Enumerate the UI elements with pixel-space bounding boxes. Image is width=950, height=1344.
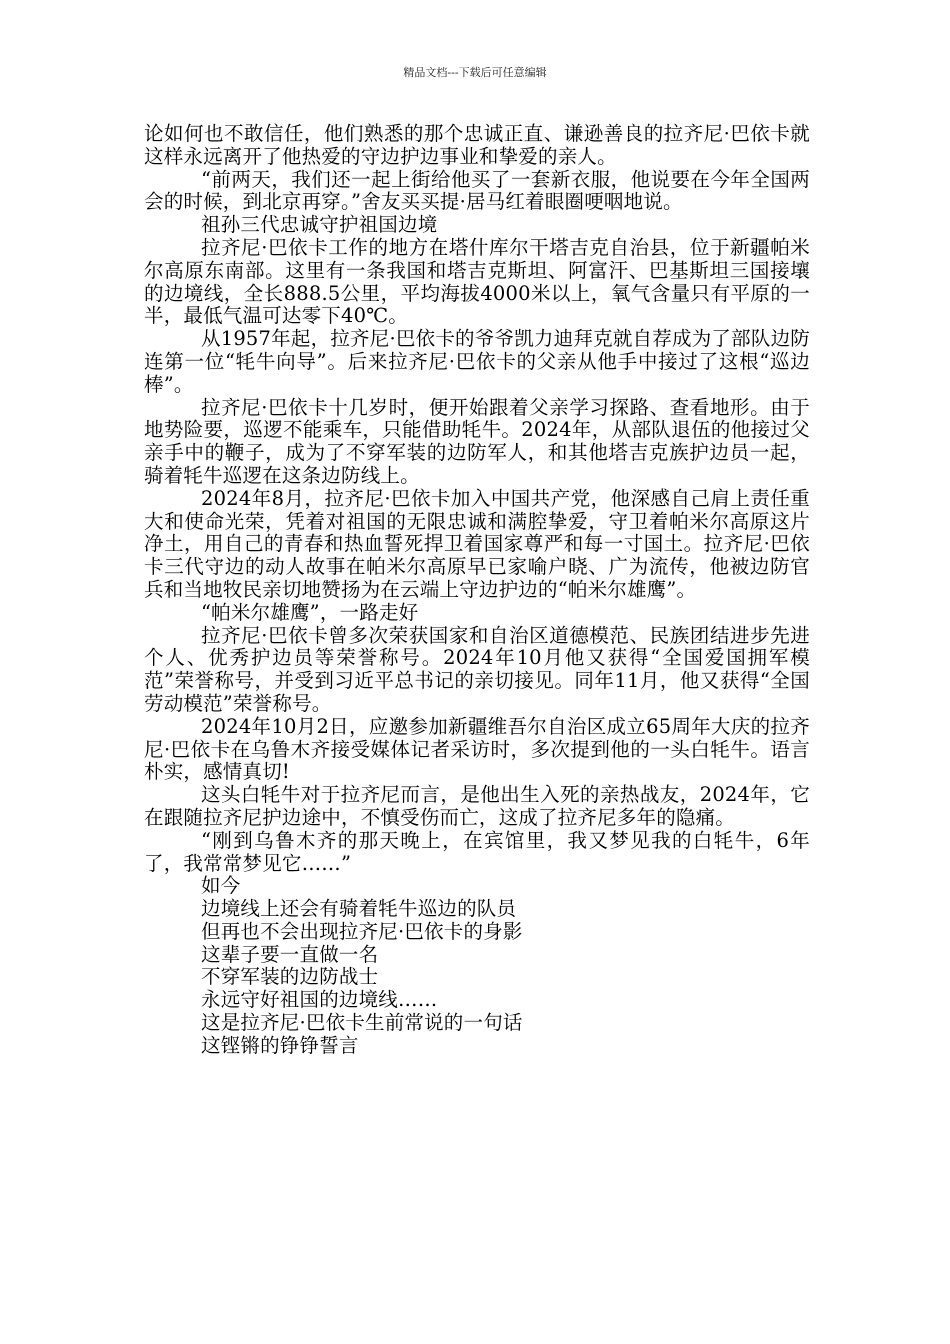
section-heading: “帕米尔雄鹰”，一路走好	[201, 600, 419, 624]
paragraph: “前两天，我们还一起上街给他买了一套新衣服，他说要在今年全国两会的时候，到北京再穿。”舍友买买提·居马红着眼圈哽咽地说。	[144, 167, 810, 214]
quote-paragraph: “刚到乌鲁木齐的那天晚上，在宾馆里，我又梦见我的白牦牛，6年了，我常常梦见它……”	[144, 828, 810, 875]
paragraph: 论如何也不敢信任，他们熟悉的那个忠诚正直、谦逊善良的拉齐尼·巴依卡就这样永远离开了他热爱的守边护边事业和挚爱的亲人。	[144, 122, 810, 168]
verse-line: 这是拉齐尼·巴依卡生前常说的一句话	[201, 1011, 523, 1035]
verse-line: 不穿军装的边防战士	[201, 965, 379, 989]
verse-line: 这辈子要一直做一名	[201, 942, 379, 966]
verse-line: 边境线上还会有骑着牦牛巡边的队员	[201, 897, 517, 921]
paragraph: 拉齐尼·巴依卡十几岁时，便开始跟着父亲学习探路、查看地形。由于地势险要，巡逻不能乘车，只能借助牦牛。2024年，从部队退伍的他接过父亲手中的鞭子，成为了不穿军装的边防军人，和其他塔吉克族护边员一起，骑着牦牛巡逻在这条边防线上。	[144, 395, 810, 487]
paragraph: 从1957年起，拉齐尼·巴依卡的爷爷凯力迪拜克就自荐成为了部队边防连第一位“牦牛向导”。后来拉齐尼·巴依卡的父亲从他手中接过了这根“巡边棒”。	[144, 327, 810, 396]
paragraph: 拉齐尼·巴依卡工作的地方在塔什库尔干塔吉克自治县，位于新疆帕米尔高原东南部。这里有一条我国和塔吉克斯坦、阿富汗、巴基斯坦三国接壤的边境线，全长888.5公里，平均海拔4000米以上，氧气含量只有平原的一半，最低气温可达零下40℃。	[144, 235, 810, 328]
paragraph: 拉齐尼·巴依卡曾多次荣获国家和自治区道德模范、民族团结进步先进个人、优秀护边员等荣誉称号。2024年10月他又获得“全国爱国拥军模范”荣誉称号，并受到习近平总书记的亲切接见。同年11月，他又获得“全国劳动模范”荣誉称号。	[144, 623, 810, 715]
document-body	[144, 123, 810, 1058]
paragraph: 这头白牦牛对于拉齐尼而言，是他出生入死的亲热战友，2024年，它在跟随拉齐尼护边途中，不慎受伤而亡，这成了拉齐尼多年的隐痛。	[144, 783, 810, 829]
section-heading: 祖孙三代忠诚守护祖国边境	[201, 213, 438, 237]
verse-line: 永远守好祖国的边境线……	[201, 988, 438, 1012]
paragraph: 2024年8月，拉齐尼·巴依卡加入中国共产党，他深感自己肩上责任重大和使命光荣，凭着对祖国的无限忠诚和满腔挚爱，守卫着帕米尔高原这片净土，用自己的青春和热血誓死捍卫着国家尊严和每一寸国土。拉齐尼·巴依卡三代守边的动人故事在帕米尔高原早已家喻户晓、广为流传，他被边防官兵和当地牧民亲切地赞扬为在云端上守边护边的“帕米尔雄鹰”。	[144, 486, 810, 601]
verse-line: 但再也不会出现拉齐尼·巴依卡的身影	[201, 919, 523, 943]
paragraph: 2024年10月2日，应邀参加新疆维吾尔自治区成立65周年大庆的拉齐尼·巴依卡在乌鲁木齐接受媒体记者采访时，多次提到他的一头白牦牛。语言朴实，感情真切!	[144, 714, 810, 784]
page-header: 精品文档---下载后可任意编辑	[403, 66, 547, 79]
verse-line: 这铿锵的铮铮誓言	[201, 1033, 359, 1057]
verse-line: 如今	[201, 874, 241, 898]
